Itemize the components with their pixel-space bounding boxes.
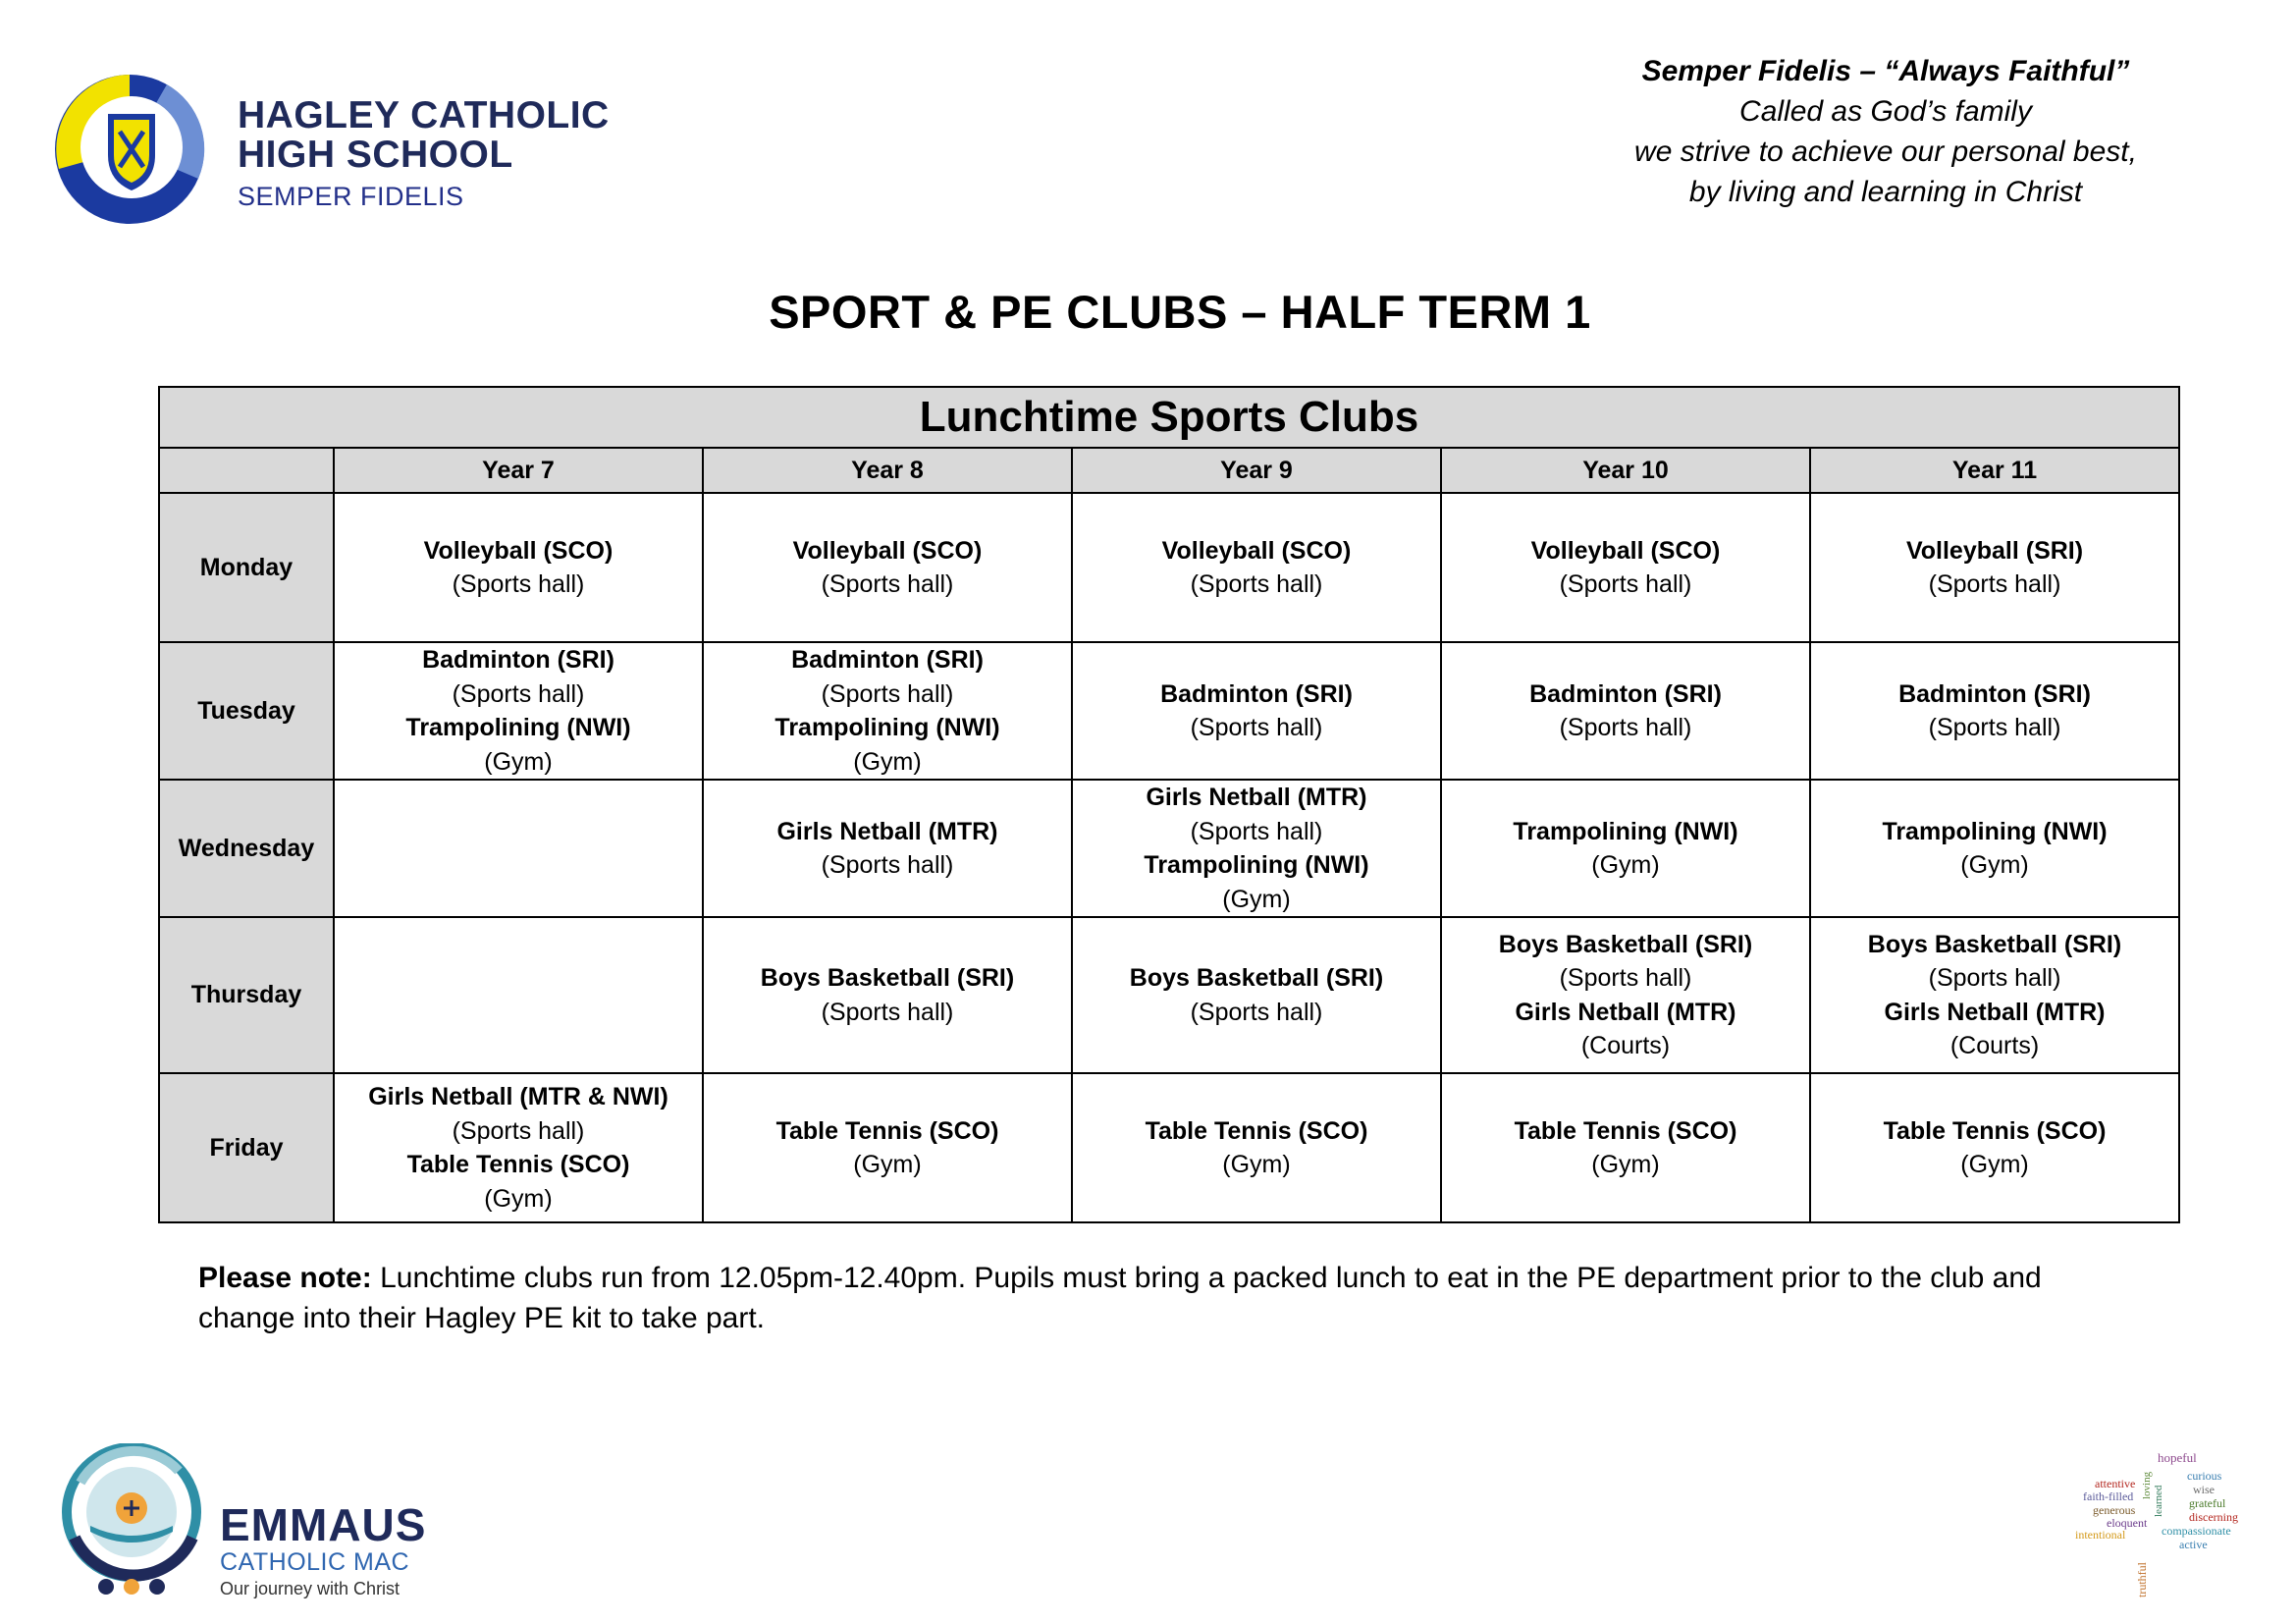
virtue-word: hopeful <box>2158 1450 2197 1465</box>
club-cell <box>703 642 1072 780</box>
club-location: (Sports hall) <box>1928 570 2061 598</box>
club-cell <box>334 780 703 917</box>
virtue-word: loving <box>2141 1471 2153 1499</box>
virtue-word: grateful <box>2189 1496 2226 1510</box>
clubs-timetable <box>158 386 2180 1223</box>
table-row <box>159 917 2179 1073</box>
club-location: (Gym) <box>1591 851 1660 879</box>
club-name: Volleyball (SCO) <box>792 536 983 565</box>
virtue-word: truthful <box>2135 1562 2149 1597</box>
virtue-word: attentive <box>2095 1477 2136 1490</box>
club-name: Trampolining (NWI) <box>1882 817 2108 845</box>
table-title: Lunchtime Sports Clubs <box>159 387 2179 448</box>
club-location: (Sports hall) <box>1190 570 1323 598</box>
dot-icon <box>149 1579 165 1595</box>
motto-line: Called as God’s family <box>1739 95 2032 128</box>
club-location: (Sports hall) <box>821 998 954 1026</box>
club-name: Table Tennis (SCO) <box>1883 1116 2107 1145</box>
club-name: Boys Basketball (SRI) <box>760 964 1015 992</box>
lunch-note <box>198 1258 2122 1338</box>
emmaus-name: EMMAUS <box>220 1499 427 1550</box>
club-location: (Sports hall) <box>1559 964 1692 992</box>
virtue-word: active <box>2179 1538 2208 1551</box>
club-location: (Gym) <box>1960 851 2029 879</box>
table-header-row <box>159 448 2179 493</box>
dot-icon <box>98 1579 114 1595</box>
club-cell <box>1441 1073 1810 1222</box>
club-location: (Sports hall) <box>452 1116 585 1145</box>
club-name: Trampolining (NWI) <box>1513 817 1738 845</box>
club-location: (Gym) <box>1222 1151 1291 1178</box>
club-name: Badminton (SRI) <box>1529 679 1722 708</box>
club-cell <box>1810 917 2179 1073</box>
virtue-word: learned <box>2153 1485 2164 1517</box>
club-location: (Gym) <box>484 747 553 776</box>
table-row <box>159 493 2179 642</box>
virtues-word-cloud <box>2071 1438 2258 1600</box>
day-cell: Wednesday <box>159 780 334 917</box>
club-name: Trampolining (NWI) <box>405 714 631 741</box>
club-name: Girls Netball (MTR) <box>776 817 998 845</box>
club-location: (Sports hall) <box>452 570 585 598</box>
day-cell: Monday <box>159 493 334 642</box>
club-cell <box>703 917 1072 1073</box>
virtue-word: discerning <box>2189 1510 2238 1524</box>
note-label: Please note: <box>198 1262 372 1294</box>
club-name: Volleyball (SCO) <box>1530 536 1721 565</box>
club-name: Girls Netball (MTR) <box>1884 998 2106 1026</box>
column-header: Year 8 <box>703 448 1072 493</box>
club-cell <box>1441 493 1810 642</box>
club-name: Table Tennis (SCO) <box>1514 1116 1737 1145</box>
virtue-word: generous <box>2093 1503 2136 1517</box>
club-cell <box>1441 780 1810 917</box>
emmaus-dots <box>98 1579 175 1599</box>
club-name: Girls Netball (MTR & NWI) <box>368 1083 668 1110</box>
school-motto <box>1542 51 2229 212</box>
club-name: Volleyball (SCO) <box>1161 536 1352 565</box>
club-cell <box>1072 493 1441 642</box>
club-location: (Sports hall) <box>821 851 954 879</box>
day-cell: Tuesday <box>159 642 334 780</box>
column-header <box>159 448 334 493</box>
club-name: Girls Netball (MTR) <box>1146 784 1367 811</box>
club-cell <box>1810 780 2179 917</box>
emmaus-tagline: Our journey with Christ <box>220 1579 400 1598</box>
club-name: Table Tennis (SCO) <box>1145 1116 1368 1145</box>
emmaus-wordmark <box>220 1499 427 1600</box>
club-cell <box>1072 780 1441 917</box>
club-location: (Gym) <box>1222 885 1291 913</box>
club-location: (Sports hall) <box>821 570 954 598</box>
club-location: (Gym) <box>484 1184 553 1213</box>
club-cell <box>703 780 1072 917</box>
club-name: Trampolining (NWI) <box>774 714 1000 741</box>
day-cell: Thursday <box>159 917 334 1073</box>
club-location: (Sports hall) <box>1559 570 1692 598</box>
club-location: (Gym) <box>853 747 922 776</box>
club-location: (Sports hall) <box>1559 714 1692 741</box>
virtue-word: compassionate <box>2162 1524 2231 1538</box>
emmaus-logo <box>61 1443 206 1589</box>
club-location: (Sports hall) <box>1928 714 2061 741</box>
club-name: Table Tennis (SCO) <box>406 1151 630 1178</box>
club-cell <box>1810 493 2179 642</box>
column-header: Year 9 <box>1072 448 1441 493</box>
club-cell <box>1810 642 2179 780</box>
club-name: Trampolining (NWI) <box>1144 851 1369 879</box>
school-name-line1: HAGLEY CATHOLIC <box>238 94 610 136</box>
column-header: Year 11 <box>1810 448 2179 493</box>
club-cell <box>1441 917 1810 1073</box>
table-row <box>159 642 2179 780</box>
club-name: Boys Basketball (SRI) <box>1129 964 1384 992</box>
virtue-word: intentional <box>2075 1528 2126 1542</box>
club-name: Boys Basketball (SRI) <box>1498 930 1753 958</box>
club-location: (Sports hall) <box>1190 817 1323 845</box>
table-row <box>159 780 2179 917</box>
emmaus-subtitle: CATHOLIC MAC <box>220 1548 410 1576</box>
club-location: (Courts) <box>1949 1032 2040 1059</box>
school-crest-logo <box>51 71 208 228</box>
virtue-word: eloquent <box>2107 1516 2148 1530</box>
club-cell <box>1072 642 1441 780</box>
table-row <box>159 1073 2179 1222</box>
club-location: (Sports hall) <box>821 679 954 708</box>
club-cell <box>334 642 703 780</box>
club-name: Girls Netball (MTR) <box>1515 998 1736 1026</box>
day-cell: Friday <box>159 1073 334 1222</box>
club-name: Table Tennis (SCO) <box>775 1116 999 1145</box>
club-cell <box>334 1073 703 1222</box>
column-header: Year 10 <box>1441 448 1810 493</box>
club-name: Boys Basketball (SRI) <box>1867 930 2122 958</box>
club-location: (Gym) <box>1591 1151 1660 1178</box>
school-name <box>238 96 610 214</box>
virtue-word: wise <box>2193 1483 2215 1496</box>
club-location: (Sports hall) <box>1190 714 1323 741</box>
page-title: SPORT & PE CLUBS – HALF TERM 1 <box>769 286 1591 338</box>
club-cell <box>334 493 703 642</box>
club-location: (Gym) <box>1960 1151 2029 1178</box>
note-text: Lunchtime clubs run from 12.05pm-12.40pm. Pupils must bring a packed lunch to eat in the PE department prior to the club and change into their Hagley PE kit to take part. <box>198 1262 2042 1334</box>
club-cell <box>1072 917 1441 1073</box>
virtue-word: curious <box>2187 1469 2222 1483</box>
school-name-line2: HIGH SCHOOL <box>238 134 513 176</box>
club-cell <box>1810 1073 2179 1222</box>
club-name: Badminton (SRI) <box>791 646 984 674</box>
club-cell <box>334 917 703 1073</box>
column-header: Year 7 <box>334 448 703 493</box>
club-name: Volleyball (SRI) <box>1905 536 2084 565</box>
club-cell <box>1441 642 1810 780</box>
dot-icon <box>124 1579 139 1595</box>
club-name: Volleyball (SCO) <box>423 536 614 565</box>
club-cell <box>703 1073 1072 1222</box>
club-name: Badminton (SRI) <box>1898 679 2091 708</box>
club-location: (Sports hall) <box>452 679 585 708</box>
club-location: (Sports hall) <box>1928 964 2061 992</box>
motto-line: we strive to achieve our personal best, <box>1634 135 2137 168</box>
club-location: (Courts) <box>1580 1032 1671 1059</box>
club-name: Badminton (SRI) <box>1160 679 1353 708</box>
virtue-word: faith-filled <box>2083 1489 2134 1503</box>
club-name: Badminton (SRI) <box>422 646 614 674</box>
motto-line: by living and learning in Christ <box>1688 176 2083 208</box>
motto-line: Semper Fidelis – “Always Faithful” <box>1641 55 2130 87</box>
club-location: (Sports hall) <box>1190 998 1323 1026</box>
club-cell <box>1072 1073 1441 1222</box>
school-tagline: SEMPER FIDELIS <box>238 182 464 211</box>
club-location: (Gym) <box>853 1151 922 1178</box>
club-cell <box>703 493 1072 642</box>
